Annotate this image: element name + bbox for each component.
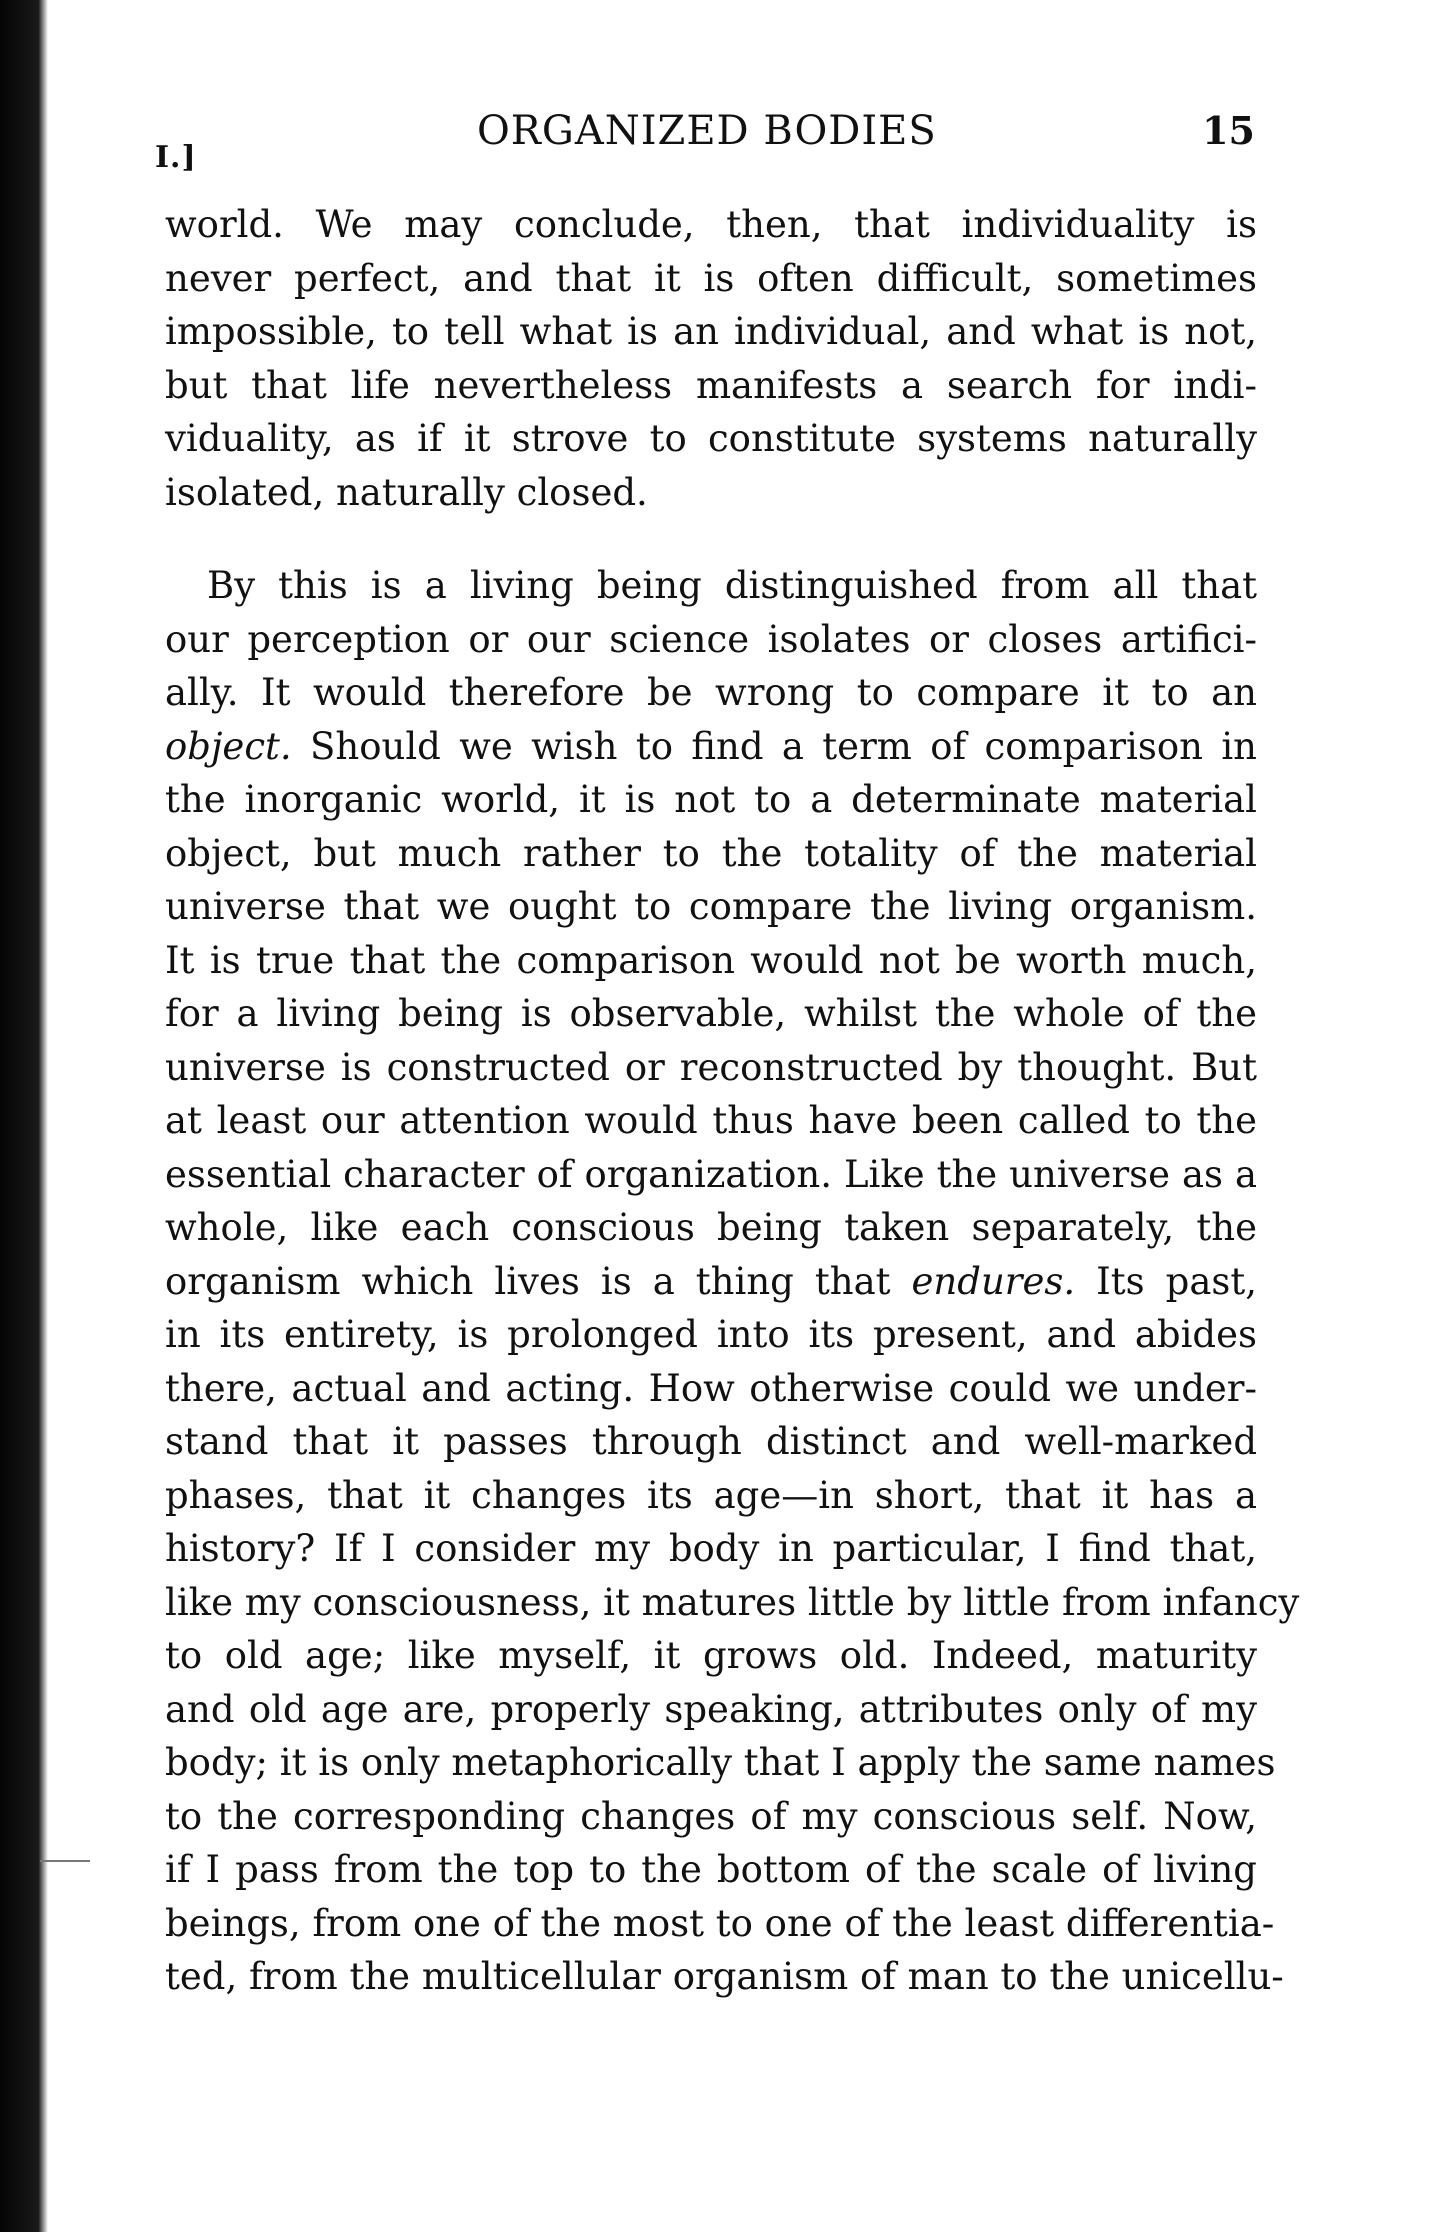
body-text — [165, 198, 1300, 2004]
text-line: It is true that the comparison would not be worth much, — [165, 938, 1257, 982]
text-span: Its past, — [1075, 1259, 1257, 1303]
text-line: and old age are, properly speaking, attributes only of my — [165, 1687, 1257, 1731]
text-span: organism which lives is a thing that — [165, 1259, 912, 1303]
chapter-marker: I.] — [155, 140, 197, 175]
text-line: our perception or our science isolates or closes artifici- — [165, 617, 1257, 661]
running-head: ORGANIZED BODIES — [477, 108, 937, 154]
paragraph-2 — [165, 559, 1300, 2004]
text-line: phases, that it changes its age—in short, that it has a — [165, 1473, 1257, 1517]
italic-word: endures. — [911, 1259, 1076, 1303]
text-line: By this is a living being distinguished from all that — [207, 564, 1257, 607]
text-line: beings, from one of the most to one of the least differentia- — [165, 1901, 1275, 1945]
page-header — [155, 108, 1255, 175]
text-line: stand that it passes through distinct and well-marked — [165, 1420, 1257, 1463]
text-line: like my consciousness, it matures little by little from infancy — [165, 1580, 1300, 1624]
text-line: whole, like each conscious being taken separately, the — [165, 1206, 1257, 1249]
text-line — [165, 720, 1257, 774]
text-line: never perfect, and that it is often difficult, sometimes — [165, 256, 1257, 300]
text-line: for a living being is observable, whilst the whole of the — [165, 992, 1257, 1035]
page-edge-mark — [40, 1860, 90, 1862]
italic-word: object. — [165, 724, 292, 768]
paragraph-spacer — [165, 519, 1257, 559]
text-line: to old age; like myself, it grows old. Indeed, maturity — [165, 1634, 1257, 1677]
text-line: history? If I consider my body in particular, I find that, — [165, 1527, 1257, 1570]
text-span: Should we wish to find a term of comparison in — [291, 724, 1257, 768]
text-line — [165, 1255, 1257, 1309]
paragraph-1 — [165, 198, 1257, 519]
text-line: universe that we ought to compare the living organism. — [165, 885, 1257, 928]
text-line: at least our attention would thus have been called to the — [165, 1099, 1257, 1142]
text-line: ally. It would therefore be wrong to compare it to an — [165, 671, 1257, 714]
text-line: to the corresponding changes of my conscious self. Now, — [165, 1794, 1257, 1838]
text-line: there, actual and acting. How otherwise could we under- — [165, 1366, 1257, 1410]
text-line: but that life nevertheless manifests a search for indi- — [165, 363, 1257, 407]
text-line: viduality, as if it strove to constitute systems naturally — [165, 417, 1257, 460]
text-line: body; it is only metaphorically that I apply the same names — [165, 1741, 1276, 1784]
text-line: if I pass from the top to the bottom of the scale of living — [165, 1848, 1257, 1891]
text-line: isolated, naturally closed. — [165, 470, 648, 514]
text-line: ted, from the multicellular organism of man to the unicellu- — [165, 1955, 1284, 1998]
book-spine-shadow — [0, 0, 48, 2232]
text-line: essential character of organization. Like the universe as a — [165, 1152, 1257, 1196]
text-line: universe is constructed or reconstructed by thought. But — [165, 1045, 1257, 1089]
text-line: the inorganic world, it is not to a determinate material — [165, 778, 1257, 821]
page-number: 15 — [1202, 108, 1255, 153]
text-line: impossible, to tell what is an individual, and what is not, — [165, 310, 1257, 353]
text-line: object, but much rather to the totality of the material — [165, 831, 1257, 875]
text-line: in its entirety, is prolonged into its present, and abides — [165, 1313, 1257, 1356]
text-line: world. We may conclude, then, that individuality is — [165, 203, 1257, 246]
